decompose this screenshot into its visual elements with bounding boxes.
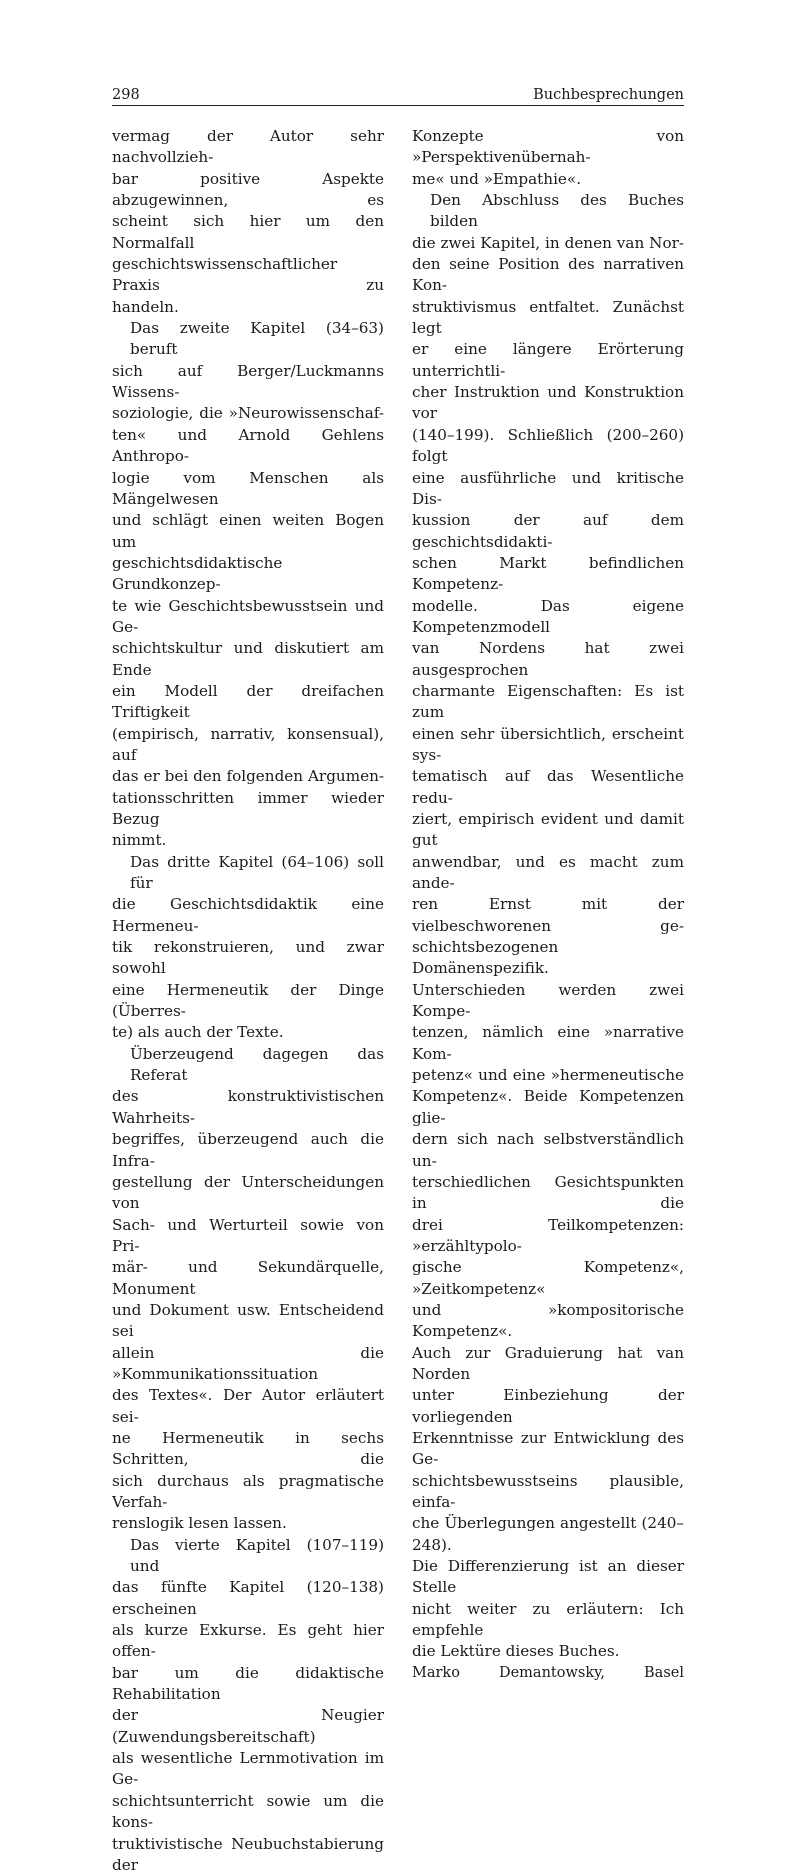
text-line: nicht weiter zu erläutern: Ich empfehle [412,1599,684,1642]
right-column [412,126,684,1684]
text-line: mär- und Sekundärquelle, Monument [112,1257,384,1300]
text-line: (empirisch, narrativ, konsensual), auf [112,724,384,767]
text-line: den seine Position des narrativen Kon- [412,254,684,297]
text-line: logie vom Menschen als Mängelwesen [112,468,384,511]
page-number: 298 [112,86,140,104]
text-line: Das vierte Kapitel (107–119) und [112,1535,384,1578]
text-line: Die Differenzierung ist an dieser Stelle [412,1556,684,1599]
author-signature: Marko Demantowsky, Basel [412,1663,684,1684]
text-line: das fünfte Kapitel (120–138) erscheinen [112,1577,384,1620]
text-line: gestellung der Unterscheidungen von [112,1172,384,1215]
paragraph [112,852,384,1044]
text-line: eine Hermeneutik der Dinge (Überres- [112,980,384,1023]
text-line: che Überlegungen angestellt (240–248). [412,1513,684,1556]
text-line: das er bei den folgenden Argumen- [112,766,384,787]
text-line: schichtsunterricht sowie um die kons- [112,1791,384,1834]
text-line: Kompetenz«. Beide Kompetenzen glie- [412,1086,684,1129]
text-line: ziert, empirisch evident und damit gut [412,809,684,852]
text-line: truktivistische Neubuchstabierung der [112,1834,384,1876]
text-line: schen Markt befindlichen Kompetenz- [412,553,684,596]
text-line: Konzepte von »Perspektivenübernah- [412,126,684,169]
running-head [112,86,684,106]
text-line: vermag der Autor sehr nachvollzieh- [112,126,384,169]
paragraph [112,1044,384,1535]
text-line: drei Teilkompetenzen: »erzähltypolo- [412,1215,684,1258]
text-line: dern sich nach selbstverständlich un- [412,1129,684,1172]
text-line: des Textes«. Der Autor erläutert sei- [112,1385,384,1428]
text-line: ne Hermeneutik in sechs Schritten, die [112,1428,384,1471]
text-line: Das dritte Kapitel (64–106) soll für [112,852,384,895]
text-line: der Neugier (Zuwendungsbereitschaft) [112,1705,384,1748]
text-line: tenzen, nämlich eine »narrative Kom- [412,1022,684,1065]
text-line: charmante Eigenschaften: Es ist zum [412,681,684,724]
text-line: tematisch auf das Wesentliche redu- [412,766,684,809]
section-title: Buchbesprechungen [533,86,684,104]
text-line: und schlägt einen weiten Bogen um [112,510,384,553]
text-line: sich auf Berger/Luckmanns Wissens- [112,361,384,404]
text-line: ren Ernst mit der vielbeschworenen ge- [412,894,684,937]
text-line: Das zweite Kapitel (34–63) beruft [112,318,384,361]
text-line: Erkenntnisse zur Entwicklung des Ge- [412,1428,684,1471]
text-line: te) als auch der Texte. [112,1022,384,1043]
text-line: schichtsbewusstseins plausible, einfa- [412,1471,684,1514]
paragraph [112,318,384,852]
text-line: gische Kompetenz«, »Zeitkompetenz« [412,1257,684,1300]
text-line: handeln. [112,297,384,318]
text-line: die Geschichtsdidaktik eine Hermeneu- [112,894,384,937]
text-line: sich durchaus als pragmatische Verfah- [112,1471,384,1514]
text-line: einen sehr übersichtlich, erscheint sys- [412,724,684,767]
text-line: als kurze Exkurse. Es geht hier offen- [112,1620,384,1663]
text-line: soziologie, die »Neurowissenschaf- [112,403,384,424]
paragraph [112,1535,384,1876]
text-line: ten« und Arnold Gehlens Anthropo- [112,425,384,468]
text-line: kussion der auf dem geschichtsdidakti- [412,510,684,553]
text-line: terschiedlichen Gesichtspunkten in die [412,1172,684,1215]
text-line: Unterschieden werden zwei Kompe- [412,980,684,1023]
text-line: ein Modell der dreifachen Triftigkeit [112,681,384,724]
text-line: modelle. Das eigene Kompetenzmodell [412,596,684,639]
text-line: struktivismus entfaltet. Zunächst legt [412,297,684,340]
text-line: petenz« und eine »hermeneutische [412,1065,684,1086]
text-line: Sach- und Werturteil sowie von Pri- [112,1215,384,1258]
text-line: Überzeugend dagegen das Referat [112,1044,384,1087]
text-line: schichtskultur und diskutiert am Ende [112,638,384,681]
text-line: scheint sich hier um den Normalfall [112,211,384,254]
text-line: bar um die didaktische Rehabilitation [112,1663,384,1706]
text-line: van Nordens hat zwei ausgesprochen [412,638,684,681]
text-line: nimmt. [112,830,384,851]
text-line: und Dokument usw. Entscheidend sei [112,1300,384,1343]
text-line: eine ausführliche und kritische Dis- [412,468,684,511]
text-line: (140–199). Schließlich (200–260) folgt [412,425,684,468]
text-line: geschichtswissenschaftlicher Praxis zu [112,254,384,297]
text-line: und »kompositorische Kompetenz«. [412,1300,684,1343]
text-line: Auch zur Graduierung hat van Norden [412,1343,684,1386]
text-line: anwendbar, und es macht zum ande- [412,852,684,895]
text-line: cher Instruktion und Konstruktion vor [412,382,684,425]
text-line: geschichtsdidaktische Grundkonzep- [112,553,384,596]
text-line: als wesentliche Lernmotivation im Ge- [112,1748,384,1791]
left-column [112,126,384,1876]
paragraph [112,126,384,318]
paragraph [412,190,684,1663]
text-line: des konstruktivistischen Wahrheits- [112,1086,384,1129]
text-line: te wie Geschichtsbewusstsein und Ge- [112,596,384,639]
text-line: Den Abschluss des Buches bilden [412,190,684,233]
text-line: tationsschritten immer wieder Bezug [112,788,384,831]
text-line: me« und »Empathie«. [412,169,684,190]
text-line: tik rekonstruieren, und zwar sowohl [112,937,384,980]
text-line: schichtsbezogenen Domänenspezifik. [412,937,684,980]
text-line: allein die »Kommunikationssituation [112,1343,384,1386]
paragraph [412,126,684,190]
text-line: renslogik lesen lassen. [112,1513,384,1534]
text-line: die zwei Kapitel, in denen van Nor- [412,233,684,254]
text-line: bar positive Aspekte abzugewinnen, es [112,169,384,212]
text-line: die Lektüre dieses Buches. [412,1641,684,1662]
text-line: begriffes, überzeugend auch die Infra- [112,1129,384,1172]
text-line: unter Einbeziehung der vorliegenden [412,1385,684,1428]
text-line: er eine längere Erörterung unterrichtli- [412,339,684,382]
